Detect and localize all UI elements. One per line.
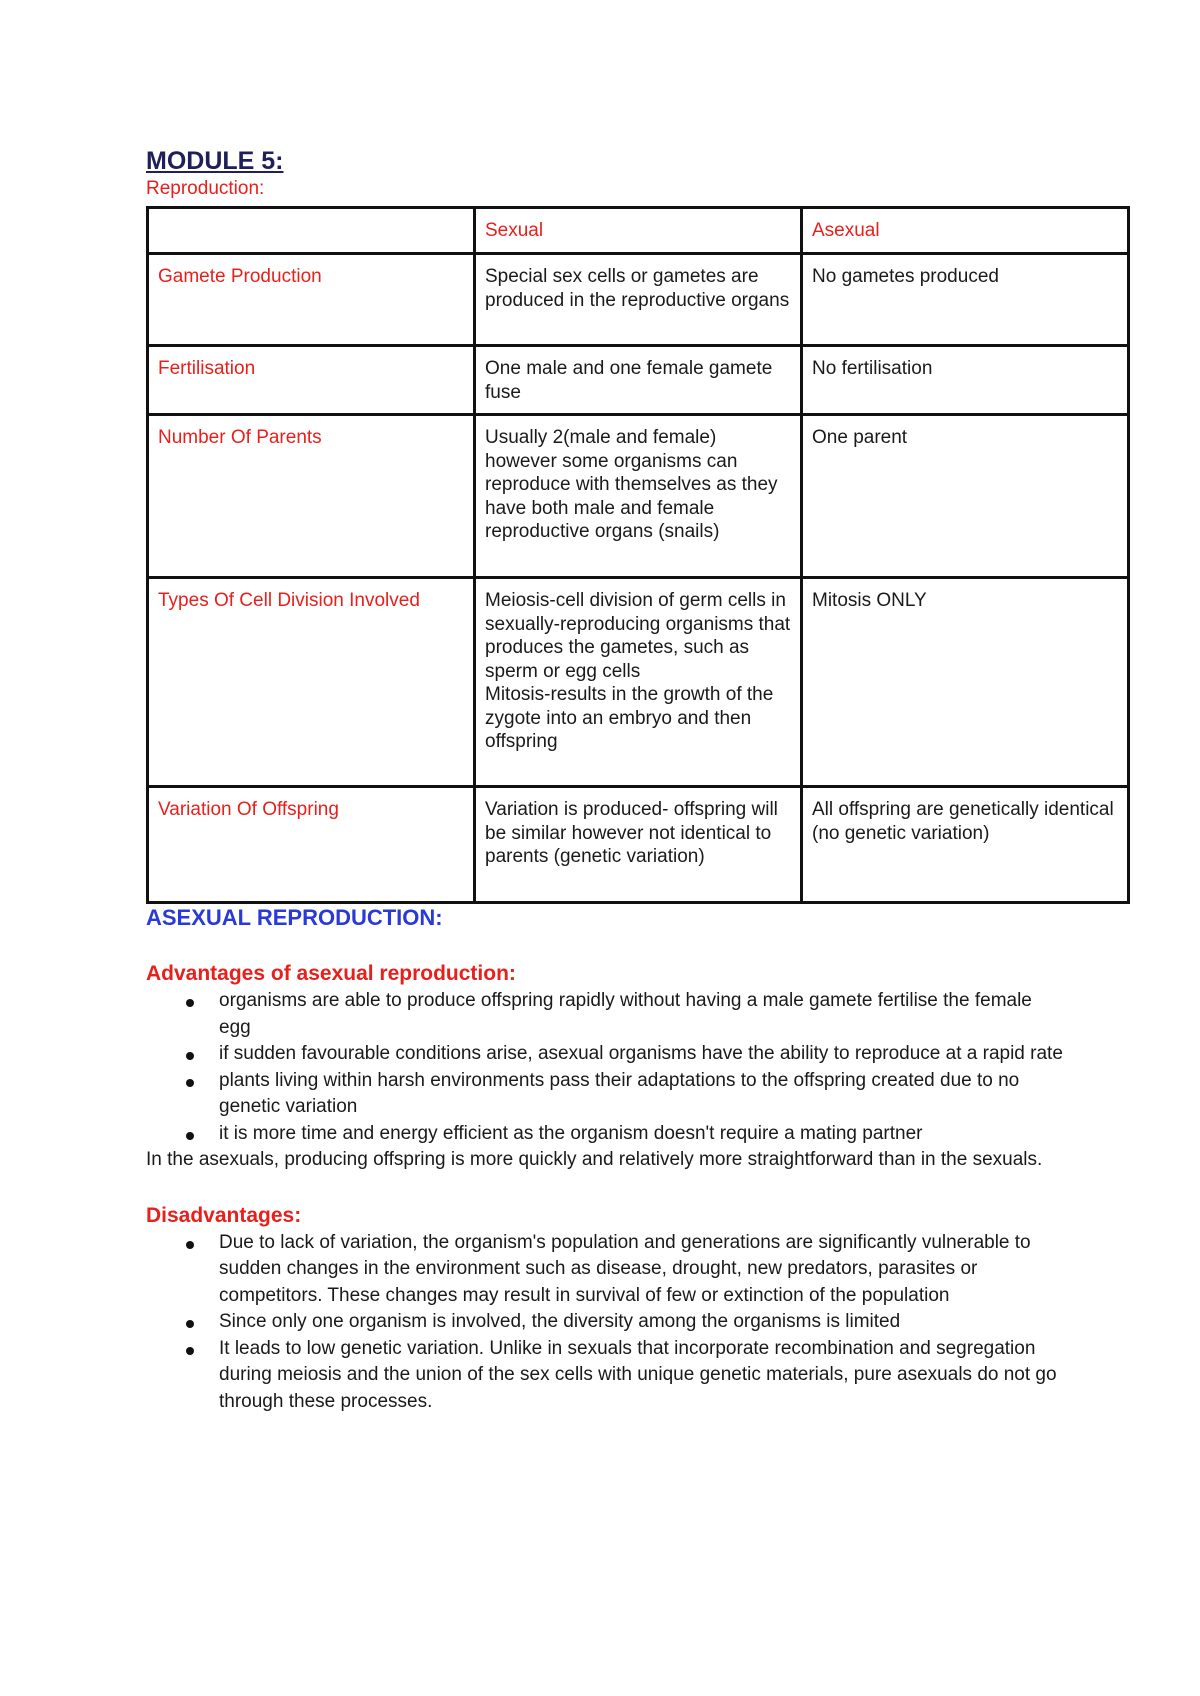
row-label: Types Of Cell Division Involved — [148, 578, 475, 787]
header-cell-sexual: Sexual — [475, 208, 802, 254]
table-row — [148, 254, 1129, 346]
bullet-icon — [186, 1132, 194, 1140]
table-row — [148, 787, 1129, 903]
list-item — [219, 1068, 1066, 1121]
table-row — [148, 415, 1129, 578]
asexual-cell: One parent — [802, 415, 1129, 578]
header-cell-asexual: Asexual — [802, 208, 1129, 254]
bullet-icon — [186, 1347, 194, 1355]
list-item — [219, 1121, 1066, 1148]
list-item — [219, 1309, 1066, 1336]
asexual-cell: No gametes produced — [802, 254, 1129, 346]
sexual-cell: Usually 2(male and female) however some organisms can reproduce with themselves as they have both male and female reproductive organs (snails) — [475, 415, 802, 578]
list-item-text: Due to lack of variation, the organism's population and generations are significantly vulnerable to sudden changes in the environment such as disease, drought, new predators, parasites or competitors. These changes may result in survival of few or extinction of the population — [219, 1231, 1031, 1306]
table-row — [148, 346, 1129, 415]
bullet-icon — [186, 999, 194, 1007]
bullet-icon — [186, 1320, 194, 1328]
list-item-text: Since only one organism is involved, the diversity among the organisms is limited — [219, 1311, 901, 1332]
advantages-heading: Advantages of asexual reproduction: — [146, 962, 516, 985]
disadvantages-list — [146, 1230, 1066, 1416]
module-title: MODULE 5: — [146, 147, 284, 175]
sexual-cell: One male and one female gamete fuse — [475, 346, 802, 415]
list-item-text: plants living within harsh environments pass their adaptations to the offspring created due to no genetic variation — [219, 1069, 1020, 1117]
asexual-cell: All offspring are genetically identical (no genetic variation) — [802, 787, 1129, 903]
bullet-icon — [186, 1079, 194, 1087]
list-item — [219, 1041, 1066, 1068]
comparison-table — [146, 206, 1130, 904]
advantages-summary: In the asexuals, producing offspring is more quickly and relatively more straightforward than in the sexuals. — [146, 1149, 1043, 1170]
disadvantages-heading: Disadvantages: — [146, 1203, 302, 1227]
header-cell-empty — [148, 208, 475, 254]
asexual-reproduction-heading: ASEXUAL REPRODUCTION: — [146, 905, 443, 930]
document-page — [146, 146, 1114, 1415]
bullet-icon — [186, 1241, 194, 1249]
list-item — [219, 1230, 1066, 1310]
list-item-text: It leads to low genetic variation. Unlike in sexuals that incorporate recombination and segregation during meiosis and the union of the sex cells with unique genetic materials, pure asexuals do not go through these processes. — [219, 1337, 1057, 1412]
row-label: Variation Of Offspring — [148, 787, 475, 903]
spacer — [146, 932, 1066, 960]
asexual-cell: Mitosis ONLY — [802, 578, 1129, 787]
list-item-text: if sudden favourable conditions arise, asexual organisms have the ability to reproduce at a rapid rate — [219, 1043, 1063, 1064]
list-item-text: it is more time and energy efficient as the organism doesn't require a mating partner — [219, 1122, 923, 1144]
spacer — [146, 1174, 1066, 1202]
sexual-cell: Variation is produced- offspring will be similar however not identical to parents (genetic variation) — [475, 787, 802, 903]
list-item — [219, 988, 1066, 1041]
list-item-text: organisms are able to produce offspring rapidly without having a male gamete fertilise the female egg — [219, 990, 1032, 1038]
asexual-cell: No fertilisation — [802, 346, 1129, 415]
reproduction-subtitle: Reproduction: — [146, 178, 265, 199]
mitosis-text: Mitosis-results in the growth of the zygote into an embryo and then offspring — [485, 684, 774, 752]
sexual-cell: Special sex cells or gametes are produced in the reproductive organs — [475, 254, 802, 346]
sexual-cell — [475, 578, 802, 787]
table-header-row — [148, 208, 1129, 254]
table-row — [148, 578, 1129, 787]
row-label: Number Of Parents — [148, 415, 475, 578]
list-item — [219, 1336, 1066, 1416]
row-label: Gamete Production — [148, 254, 475, 346]
row-label: Fertilisation — [148, 346, 475, 415]
advantages-list — [146, 988, 1066, 1147]
meiosis-text: Meiosis-cell division of germ cells in sexually-reproducing organisms that produces the gametes, such as sperm or egg cells — [485, 590, 791, 682]
bullet-icon — [186, 1052, 194, 1060]
